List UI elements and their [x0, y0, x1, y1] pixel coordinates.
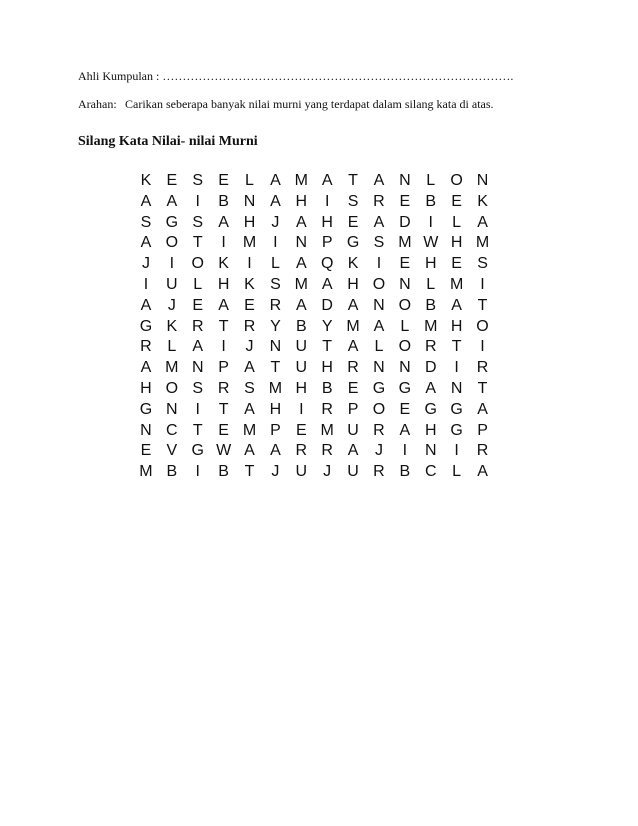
grid-letter: J	[167, 296, 176, 314]
grid-letter: T	[348, 172, 358, 189]
grid-letter: A	[373, 213, 385, 231]
grid-letter: N	[140, 421, 152, 439]
grid-letter: L	[400, 317, 410, 335]
grid-letter: H	[295, 192, 308, 210]
grid-letter: A	[373, 172, 385, 189]
grid-letter: T	[218, 317, 229, 335]
grid-letter: A	[425, 379, 437, 397]
grid-row	[133, 421, 495, 442]
grid-letter: R	[140, 338, 152, 356]
grid-letter: O	[165, 379, 179, 397]
grid-letter: N	[450, 379, 463, 397]
grid-letter: A	[270, 172, 281, 189]
grid-letter: L	[374, 338, 384, 356]
grid-letter: Y	[270, 317, 281, 335]
page-title: Silang Kata Nilai- nilai Murni	[78, 134, 258, 149]
grid-letter: I	[195, 463, 200, 481]
grid-letter: I	[324, 192, 330, 210]
arahan-line	[78, 97, 494, 112]
grid-letter: B	[425, 192, 437, 210]
grid-letter: G	[450, 421, 463, 439]
grid-letter: U	[295, 463, 308, 481]
grid-letter: J	[323, 463, 332, 481]
grid-letter: H	[243, 213, 256, 231]
grid-letter: L	[452, 463, 462, 481]
grid-letter: B	[218, 192, 229, 210]
grid-letter: R	[476, 442, 489, 460]
grid-letter: S	[192, 172, 204, 189]
grid-row	[133, 233, 495, 254]
grid-letter: I	[195, 192, 200, 210]
grid-letter: N	[269, 338, 282, 356]
grid-letter: T	[270, 359, 281, 377]
grid-letter: U	[295, 359, 308, 377]
grid-row	[133, 171, 495, 192]
grid-letter: D	[399, 213, 411, 231]
grid-letter: A	[244, 442, 255, 460]
grid-letter: A	[295, 296, 307, 314]
grid-letter: A	[347, 338, 359, 356]
grid-letter: P	[218, 359, 229, 377]
grid-letter: B	[218, 463, 229, 481]
grid-row	[133, 400, 495, 421]
grid-letter: B	[295, 317, 307, 335]
grid-letter: S	[192, 213, 204, 231]
grid-letter: G	[191, 442, 204, 460]
grid-letter: A	[140, 296, 152, 314]
grid-letter: E	[399, 400, 411, 418]
grid-letter: I	[454, 359, 459, 377]
grid-letter: A	[244, 400, 255, 418]
grid-row	[133, 317, 495, 338]
grid-letter: G	[450, 400, 463, 418]
grid-letter: S	[347, 192, 359, 210]
grid-letter: I	[143, 275, 149, 293]
grid-letter: I	[221, 338, 226, 356]
grid-letter: M	[294, 275, 308, 293]
grid-letter: I	[376, 255, 382, 273]
grid-letter: E	[451, 192, 462, 210]
grid-letter: J	[271, 213, 280, 231]
grid-letter: G	[398, 379, 412, 397]
grid-letter: H	[321, 213, 333, 231]
grid-letter: J	[141, 255, 150, 273]
grid-row	[133, 275, 495, 296]
grid-letter: S	[140, 213, 152, 231]
grid-letter: M	[165, 359, 179, 377]
grid-letter: J	[374, 442, 383, 460]
grid-letter: P	[321, 234, 333, 252]
grid-letter: T	[192, 234, 203, 252]
grid-letter: E	[218, 421, 229, 439]
grid-letter: T	[218, 400, 229, 418]
grid-letter: A	[477, 213, 488, 231]
grid-letter: M	[242, 421, 257, 439]
grid-letter: I	[221, 234, 226, 252]
grid-letter: M	[475, 234, 490, 252]
grid-letter: E	[218, 172, 229, 189]
grid-letter: L	[245, 172, 254, 189]
grid-row	[133, 213, 495, 234]
grid-letter: R	[321, 400, 333, 418]
grid-letter: N	[399, 359, 411, 377]
grid-letter: B	[166, 463, 178, 481]
grid-letter: A	[140, 192, 152, 210]
grid-letter: S	[244, 379, 255, 397]
grid-letter: A	[140, 234, 152, 252]
grid-row	[133, 254, 495, 275]
grid-letter: O	[372, 275, 386, 293]
grid-letter: I	[428, 213, 433, 231]
grid-letter: H	[269, 400, 282, 418]
grid-row	[133, 462, 495, 483]
grid-letter: U	[347, 421, 359, 439]
grid-letter: E	[347, 379, 359, 397]
grid-letter: A	[347, 296, 359, 314]
grid-letter: N	[399, 172, 411, 189]
grid-letter: E	[166, 172, 178, 189]
grid-letter: O	[398, 338, 412, 356]
grid-letter: S	[270, 275, 281, 293]
grid-letter: U	[166, 275, 178, 293]
grid-letter: K	[140, 172, 152, 189]
grid-letter: O	[476, 317, 489, 335]
grid-letter: A	[347, 442, 359, 460]
grid-letter: M	[346, 317, 360, 335]
grid-letter: E	[399, 192, 411, 210]
grid-letter: N	[424, 442, 437, 460]
grid-letter: G	[372, 379, 386, 397]
grid-letter: M	[294, 172, 308, 189]
grid-row	[133, 296, 495, 317]
grid-letter: M	[242, 234, 257, 252]
grid-letter: Y	[321, 317, 333, 335]
grid-letter: R	[217, 379, 230, 397]
grid-letter: K	[347, 255, 359, 273]
grid-letter: A	[295, 255, 307, 273]
grid-letter: A	[477, 400, 488, 418]
grid-row	[133, 379, 495, 400]
grid-letter: H	[295, 379, 308, 397]
grid-letter: O	[191, 255, 204, 273]
grid-letter: S	[373, 234, 385, 252]
grid-letter: L	[426, 172, 436, 189]
grid-letter: A	[192, 338, 204, 356]
grid-letter: M	[424, 317, 438, 335]
grid-letter: R	[269, 296, 282, 314]
grid-letter: E	[244, 296, 255, 314]
grid-letter: N	[166, 400, 178, 418]
grid-letter: T	[451, 338, 462, 356]
arahan-text: Carikan seberapa banyak nilai murni yang terdapat dalam silang kata di atas.	[125, 97, 494, 111]
grid-letter: W	[423, 234, 439, 252]
grid-letter: A	[140, 359, 152, 377]
grid-letter: H	[347, 275, 359, 293]
grid-letter: H	[321, 359, 333, 377]
grid-letter: H	[450, 234, 463, 252]
grid-letter: I	[480, 275, 485, 293]
grid-letter: R	[295, 442, 308, 460]
grid-letter: A	[477, 463, 488, 481]
grid-letter: O	[450, 172, 463, 189]
grid-letter: I	[273, 234, 278, 252]
grid-row	[133, 337, 495, 358]
grid-letter: I	[402, 442, 408, 460]
grid-letter: N	[373, 296, 385, 314]
grid-row	[133, 192, 495, 213]
arahan-label: Arahan:	[78, 97, 117, 111]
grid-letter: T	[322, 338, 333, 356]
grid-letter: I	[299, 400, 304, 418]
grid-letter: N	[373, 359, 385, 377]
grid-letter: R	[321, 442, 333, 460]
grid-letter: T	[477, 379, 488, 397]
grid-letter: U	[295, 338, 308, 356]
grid-letter: H	[140, 379, 152, 397]
grid-letter: E	[140, 442, 152, 460]
grid-letter: V	[166, 442, 178, 460]
ahli-kumpulan-line	[78, 69, 513, 84]
grid-letter: H	[217, 275, 230, 293]
grid-letter: O	[398, 296, 412, 314]
grid-letter: N	[295, 234, 308, 252]
grid-letter: G	[139, 317, 153, 335]
grid-letter: P	[477, 421, 488, 439]
grid-letter: A	[270, 442, 281, 460]
grid-letter: C	[424, 463, 437, 481]
grid-letter: E	[347, 213, 359, 231]
grid-letter: I	[195, 400, 200, 418]
grid-letter: B	[399, 463, 411, 481]
grid-letter: A	[244, 359, 255, 377]
grid-letter: U	[347, 463, 359, 481]
grid-letter: D	[321, 296, 333, 314]
grid-letter: R	[191, 317, 204, 335]
grid-letter: I	[480, 338, 485, 356]
word-search-grid	[133, 171, 495, 483]
grid-letter: P	[270, 421, 281, 439]
grid-letter: N	[191, 359, 204, 377]
grid-letter: R	[347, 359, 359, 377]
grid-letter: A	[295, 213, 307, 231]
grid-letter: L	[167, 338, 177, 356]
kumpulan-label: Ahli Kumpulan :	[78, 69, 160, 83]
grid-letter: R	[373, 192, 385, 210]
grid-letter: J	[271, 463, 280, 481]
grid-letter: W	[216, 442, 232, 460]
grid-letter: G	[165, 213, 179, 231]
grid-letter: T	[244, 463, 255, 481]
grid-letter: L	[270, 255, 280, 273]
grid-letter: K	[218, 255, 229, 273]
grid-letter: T	[192, 421, 203, 439]
grid-letter: G	[139, 400, 153, 418]
grid-letter: L	[193, 275, 203, 293]
grid-letter: B	[425, 296, 437, 314]
grid-letter: A	[373, 317, 385, 335]
grid-letter: I	[247, 255, 252, 273]
grid-letter: R	[373, 421, 385, 439]
grid-letter: N	[476, 172, 489, 189]
grid-letter: Q	[320, 255, 334, 273]
grid-letter: S	[192, 379, 204, 397]
grid-letter: M	[398, 234, 412, 252]
grid-letter: H	[424, 421, 437, 439]
grid-letter: G	[346, 234, 360, 252]
grid-letter: M	[139, 463, 153, 481]
grid-letter: L	[426, 275, 436, 293]
kumpulan-blank: …………………………………………………………………………….	[162, 69, 514, 83]
grid-letter: E	[399, 255, 411, 273]
grid-letter: K	[244, 275, 255, 293]
grid-letter: A	[166, 192, 178, 210]
grid-letter: H	[424, 255, 437, 273]
grid-row	[133, 358, 495, 379]
grid-letter: N	[243, 192, 256, 210]
grid-letter: A	[321, 172, 333, 189]
grid-letter: O	[372, 400, 386, 418]
grid-letter: B	[321, 379, 333, 397]
grid-letter: K	[477, 192, 488, 210]
grid-letter: J	[245, 338, 254, 356]
grid-letter: C	[166, 421, 178, 439]
grid-letter: P	[347, 400, 359, 418]
grid-row	[133, 441, 495, 462]
grid-letter: A	[270, 192, 281, 210]
grid-letter: D	[424, 359, 437, 377]
grid-letter: M	[320, 421, 334, 439]
grid-letter: T	[477, 296, 488, 314]
grid-letter: L	[452, 213, 462, 231]
grid-letter: K	[166, 317, 178, 335]
grid-letter: A	[218, 296, 229, 314]
grid-letter: M	[268, 379, 283, 397]
grid-letter: R	[373, 463, 385, 481]
grid-letter: E	[192, 296, 204, 314]
grid-letter: R	[476, 359, 489, 377]
grid-letter: R	[424, 338, 437, 356]
grid-letter: S	[477, 255, 488, 273]
grid-letter: G	[424, 400, 437, 418]
grid-letter: E	[451, 255, 462, 273]
grid-letter: M	[449, 275, 464, 293]
grid-letter: H	[450, 317, 463, 335]
grid-letter: I	[169, 255, 175, 273]
grid-letter: I	[454, 442, 459, 460]
grid-letter: N	[399, 275, 411, 293]
grid-letter: A	[399, 421, 411, 439]
grid-letter: A	[218, 213, 229, 231]
grid-letter: O	[165, 234, 179, 252]
grid-letter: A	[451, 296, 462, 314]
grid-letter: R	[243, 317, 256, 335]
grid-letter: E	[295, 421, 307, 439]
grid-letter: A	[321, 275, 333, 293]
